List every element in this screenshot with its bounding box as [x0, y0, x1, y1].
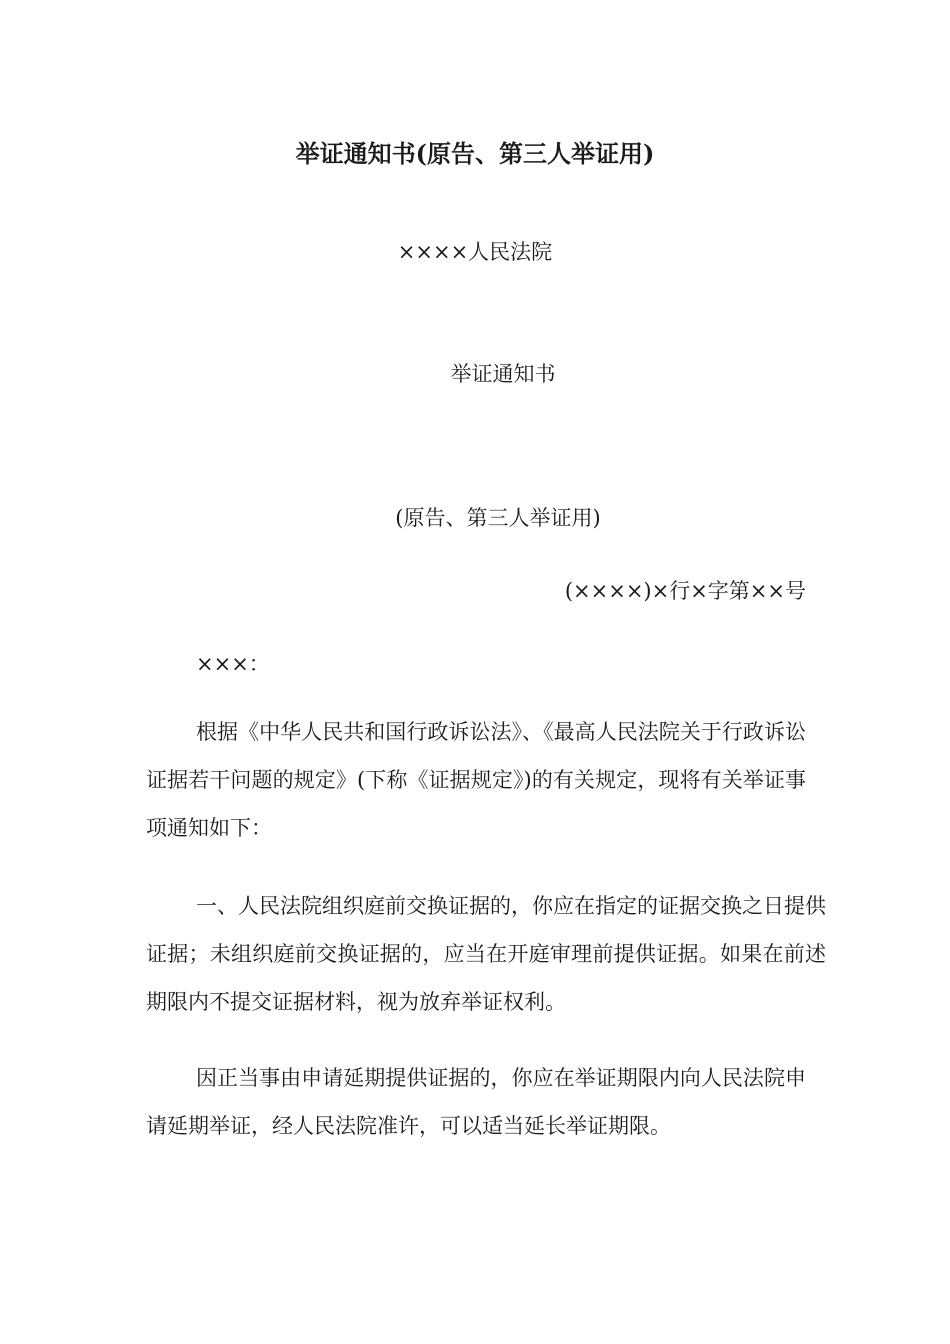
case-number: (××××)×行×字第××号 [564, 579, 806, 603]
paragraph-item-1: 一、人民法院组织庭前交换证据的，你应在指定的证据交换之日提供证据；未组织庭前交换证据的，应当在开庭审理前提供证据。如果在前述期限内不提交证据材料，视为放弃举证权利。 [146, 894, 826, 1014]
notice-usage: (原告、第三人举证用) [395, 506, 601, 530]
court-name: ××××人民法院 [397, 240, 553, 264]
notice-name: 举证通知书 [450, 362, 556, 386]
paragraph-extension: 因正当事由申请延期提供证据的，你应在举证期限内向人民法院申请延期举证，经人民法院准许，可以适当延长举证期限。 [146, 1066, 806, 1138]
document-title: 举证通知书(原告、第三人举证用) [295, 139, 655, 168]
addressee: ×××： [196, 652, 270, 676]
paragraph-intro: 根据《中华人民共和国行政诉讼法》、《最高人民法院关于行政诉讼证据若干问题的规定》(下称《证据规定》)的有关规定，现将有关举证事项通知如下： [146, 720, 806, 840]
